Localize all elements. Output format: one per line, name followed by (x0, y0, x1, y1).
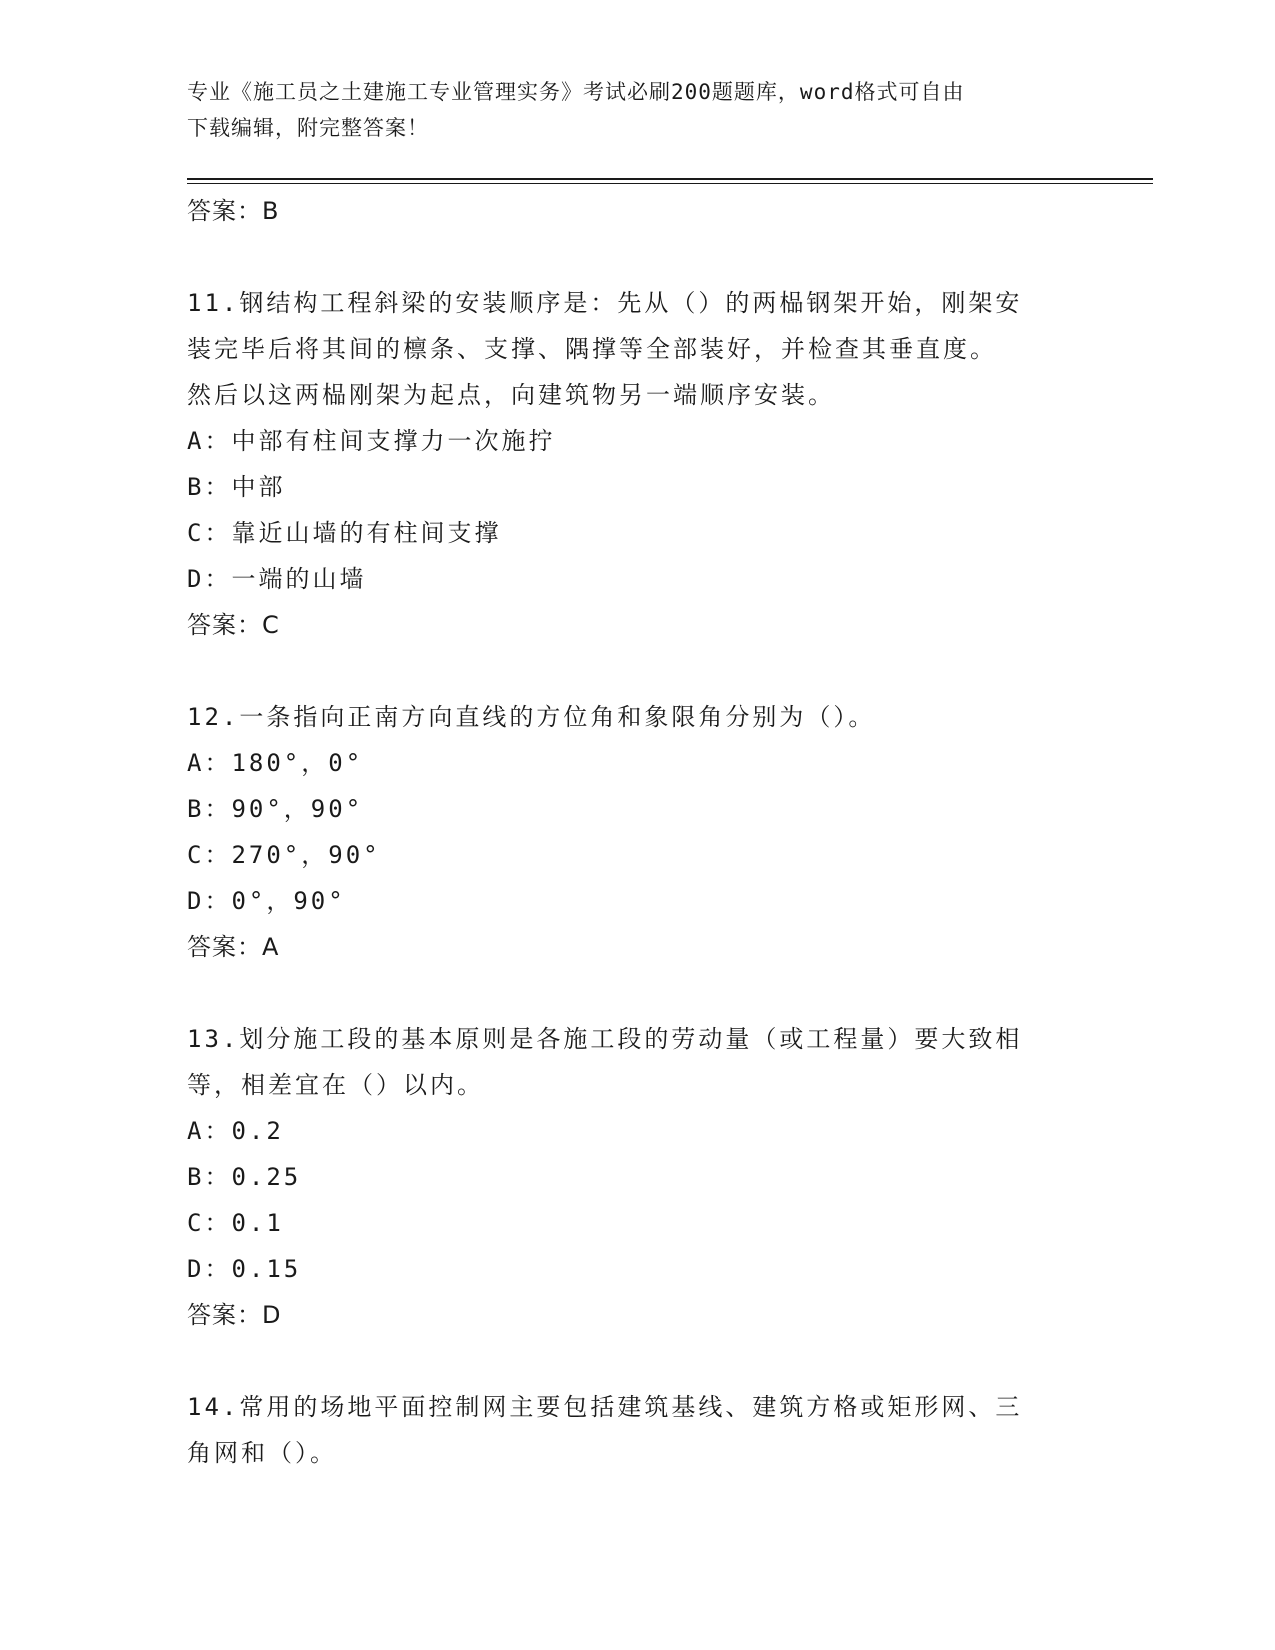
previous-answer: 答案：B (187, 197, 280, 225)
document-header (187, 74, 1067, 146)
option-d: D：0°，90° (187, 887, 346, 915)
question-stem-line: 等，相差宜在（）以内。 (187, 1071, 484, 1099)
spacer (187, 648, 1087, 694)
answer: 答案：C (187, 611, 280, 639)
option-a: A：0.2 (187, 1117, 284, 1145)
header-divider-thin (187, 183, 1153, 184)
option-d: D：一端的山墙 (187, 565, 367, 593)
question-13 (187, 1016, 1087, 1338)
question-stem-line: 12.一条指向正南方向直线的方位角和象限角分别为（）。 (187, 703, 876, 731)
question-list (187, 188, 1087, 1476)
question-stem-line: 角网和（）。 (187, 1439, 337, 1467)
option-d: D：0.15 (187, 1255, 302, 1283)
option-c: C：靠近山墙的有柱间支撑 (187, 519, 502, 547)
question-stem-line: 13.划分施工段的基本原则是各施工段的劳动量（或工程量）要大致相 (187, 1025, 1023, 1053)
question-stem-line: 11.钢结构工程斜梁的安装顺序是：先从（）的两榀钢架开始，刚架安 (187, 289, 1023, 317)
question-14 (187, 1384, 1087, 1476)
question-stem-line: 然后以这两榀刚架为起点，向建筑物另一端顺序安装。 (187, 381, 835, 409)
spacer (187, 970, 1087, 1016)
option-a: A：中部有柱间支撑力一次施拧 (187, 427, 556, 455)
question-stem-line: 装完毕后将其间的檩条、支撑、隅撑等全部装好，并检查其垂直度。 (187, 335, 997, 363)
question-stem-line: 14.常用的场地平面控制网主要包括建筑基线、建筑方格或矩形网、三 (187, 1393, 1023, 1421)
option-c: C：270°，90° (187, 841, 381, 869)
spacer (187, 1338, 1087, 1384)
spacer (187, 234, 1087, 280)
option-b: B：90°，90° (187, 795, 364, 823)
header-line-1: 专业《施工员之土建施工专业管理实务》考试必刷200题题库，word格式可自由 (187, 80, 965, 104)
option-c: C：0.1 (187, 1209, 284, 1237)
header-divider-thick (187, 178, 1153, 180)
option-b: B：中部 (187, 473, 286, 501)
option-b: B：0.25 (187, 1163, 302, 1191)
header-line-2: 下载编辑，附完整答案！ (187, 116, 429, 140)
answer: 答案：A (187, 933, 280, 961)
question-11 (187, 280, 1087, 648)
answer: 答案：D (187, 1301, 282, 1329)
option-a: A：180°，0° (187, 749, 364, 777)
question-12 (187, 694, 1087, 970)
